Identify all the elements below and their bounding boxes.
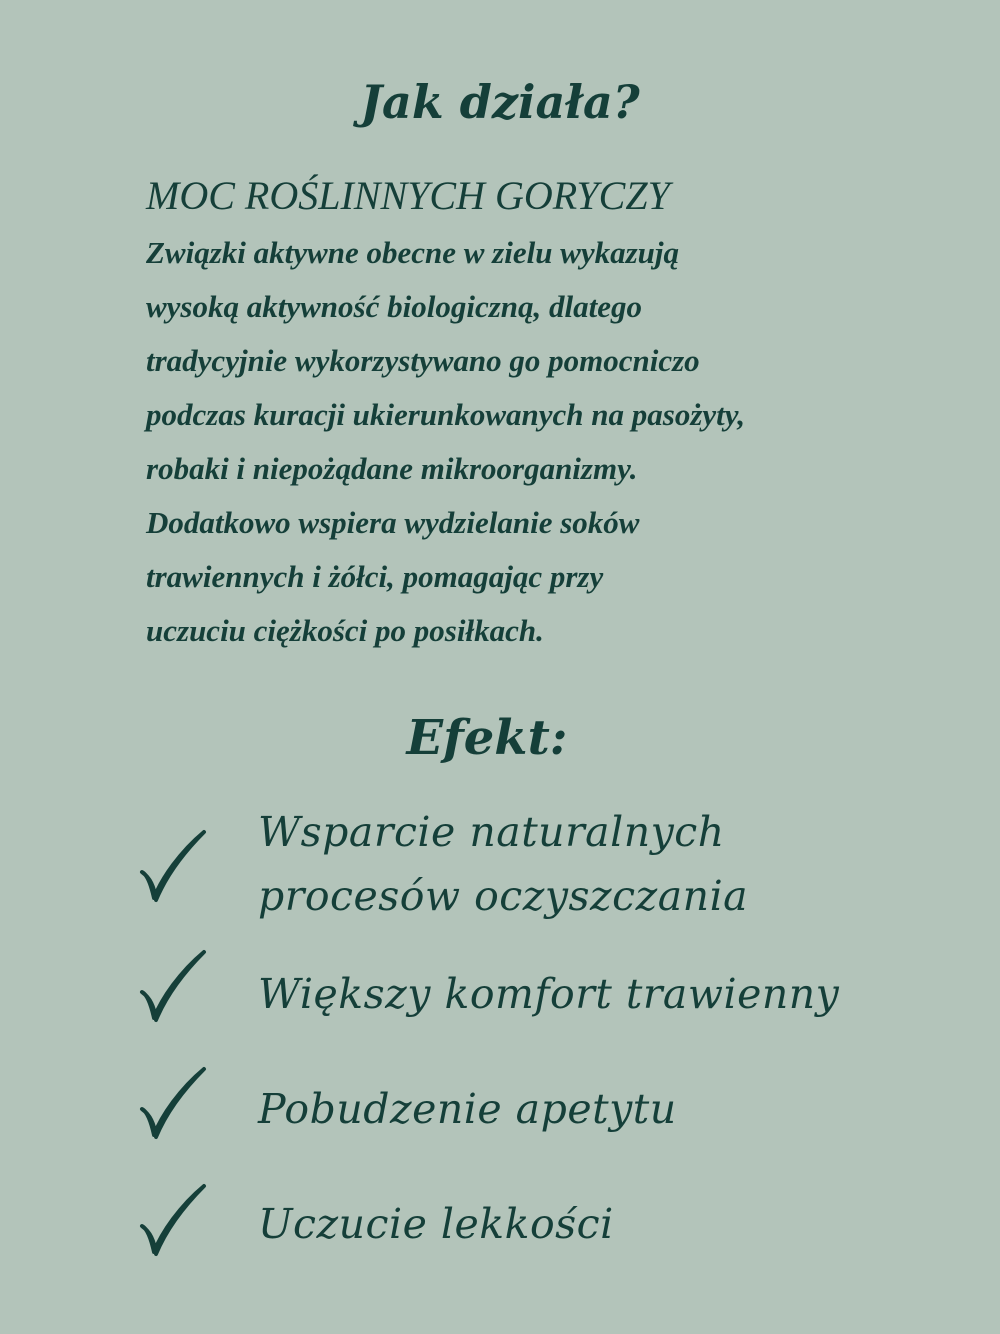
checkmark-icon [132, 828, 212, 908]
section-subheading: MOC ROŚLINNYCH GORYCZY [146, 173, 670, 218]
benefit-label [258, 962, 839, 1026]
benefit-line: Wsparcie naturalnych [258, 808, 725, 856]
description-line: robaki i niepożądane mikroorganizmy. [146, 451, 638, 486]
checkmark-icon [132, 1065, 212, 1145]
description-line: Związki aktywne obecne w zielu wykazują [146, 235, 680, 270]
benefit-line: procesów oczyszczania [258, 872, 749, 920]
benefit-line: Uczucie lekkości [258, 1200, 614, 1248]
benefit-line: Pobudzenie apetytu [258, 1085, 677, 1133]
benefit-label [258, 800, 748, 928]
description-line: podczas kuracji ukierunkowanych na pasożyty, [146, 397, 746, 432]
benefit-label [258, 1077, 677, 1141]
description-line: uczuciu ciężkości po posiłkach. [146, 613, 544, 648]
checkmark-icon [132, 1182, 212, 1262]
description-line: trawiennych i żółci, pomagając przy [146, 559, 604, 594]
benefit-label [258, 1192, 614, 1256]
description-paragraph [146, 226, 946, 658]
page-title: Jak działa? [360, 75, 640, 129]
description-line: tradycyjnie wykorzystywano go pomocniczo [146, 343, 700, 378]
benefit-line: Większy komfort trawienny [258, 970, 840, 1018]
description-line: wysoką aktywność biologiczną, dlatego [146, 289, 642, 324]
checkmark-icon [132, 948, 212, 1028]
effect-heading: Efekt: [406, 710, 568, 766]
description-line: Dodatkowo wspiera wydzielanie soków [146, 505, 640, 540]
